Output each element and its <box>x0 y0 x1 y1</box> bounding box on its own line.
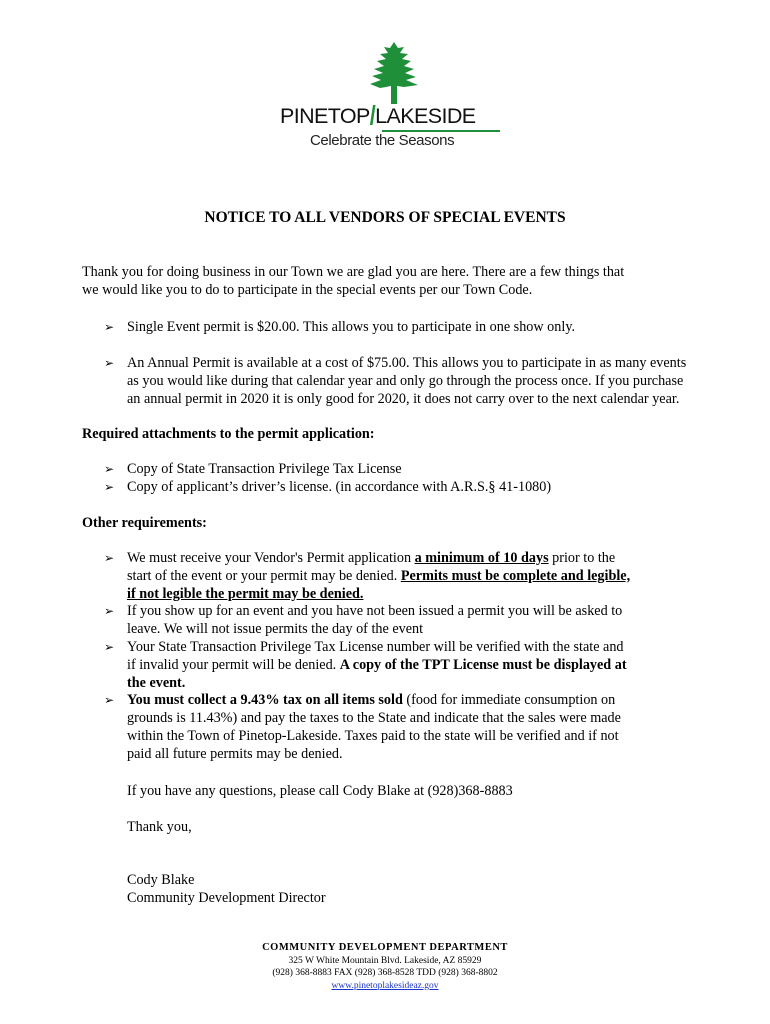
requirement-line <box>127 550 732 568</box>
questions-line: If you have any questions, please call Cody Blake at (928)368-8883 <box>127 783 513 799</box>
arrow-bullet-icon: ➢ <box>104 693 115 708</box>
requirement-line: paid all future permits may be denied. <box>127 745 343 762</box>
arrow-bullet-icon: ➢ <box>104 604 115 619</box>
attachment-text: Copy of State Transaction Privilege Tax License <box>127 461 402 477</box>
requirement-line: Your State Transaction Privilege Tax License number will be verified with the state and <box>127 638 624 655</box>
arrow-bullet-icon: ➢ <box>104 356 115 370</box>
department-phones: (928) 368-8883 FAX (928) 368-8528 TDD (928) 368-8802 <box>272 968 498 978</box>
list-item <box>82 550 732 603</box>
other-requirements-heading: Other requirements: <box>82 515 207 531</box>
website-link[interactable]: www.pinetoplakesideaz.gov <box>331 980 439 991</box>
requirement-text: (food for immediate consumption on <box>402 692 616 709</box>
requirement-line <box>127 692 732 710</box>
requirement-line <box>127 657 732 675</box>
requirement-emphasis: Permits must be complete and legible, <box>400 567 631 584</box>
arrow-bullet-icon: ➢ <box>104 479 115 494</box>
arrow-bullet-icon: ➢ <box>104 320 115 334</box>
list-item <box>82 603 732 639</box>
requirement-line: If you show up for an event and you have not been issued a permit you will be asked to <box>127 603 623 620</box>
single-permit-text: Single Event permit is $20.00. This allows you to participate in one show only. <box>127 319 576 335</box>
list-item <box>82 319 732 337</box>
department-name: COMMUNITY DEVELOPMENT DEPARTMENT <box>262 942 508 953</box>
requirement-line <box>127 568 732 586</box>
requirement-text: We must receive your Vendor's Permit application <box>127 550 415 566</box>
arrow-bullet-icon: ➢ <box>104 551 115 565</box>
intro-line: Thank you for doing business in our Town we are glad you are here. There are a few things that <box>82 264 625 280</box>
letterhead-footer <box>0 942 770 992</box>
pine-tree-icon <box>364 42 424 104</box>
annual-permit-line: as you would like during that calendar year and only go through the process once. If you purchase <box>127 372 684 389</box>
list-item <box>82 479 732 497</box>
signer-name: Cody Blake <box>127 872 195 888</box>
attachments-list <box>82 461 732 497</box>
annual-permit-list <box>82 355 732 408</box>
intro-paragraph <box>82 264 732 300</box>
requirement-line: the event. <box>127 674 186 691</box>
list-item <box>82 461 732 479</box>
requirement-line: within the Town of Pinetop-Lakeside. Taxes paid to the state will be verified and if not <box>127 727 619 744</box>
logo-slash: / <box>369 100 376 131</box>
attachments-heading: Required attachments to the permit application: <box>82 426 375 442</box>
requirement-emphasis: a minimum of 10 days <box>414 550 549 566</box>
logo-word-right: LAKESIDE <box>375 104 476 128</box>
thank-you-line: Thank you, <box>127 819 192 835</box>
requirement-line <box>127 586 732 604</box>
requirement-text: start of the event or your permit may be denied. <box>127 567 401 584</box>
requirement-emphasis: You must collect a 9.43% tax on all items sold <box>127 692 403 709</box>
document-title: NOTICE TO ALL VENDORS OF SPECIAL EVENTS <box>204 209 566 226</box>
logo-tagline: Celebrate the Seasons <box>310 132 455 149</box>
town-logo <box>278 42 508 154</box>
attachment-text: Copy of applicant’s driver’s license. (in accordance with A.R.S.§ 41-1080) <box>127 478 552 495</box>
requirement-line: leave. We will not issue permits the day of the event <box>127 621 424 638</box>
logo-wordmark <box>280 100 506 131</box>
list-item <box>82 692 732 763</box>
arrow-bullet-icon: ➢ <box>104 639 115 654</box>
department-address: 325 W White Mountain Blvd. Lakeside, AZ 85929 <box>288 955 482 966</box>
arrow-bullet-icon: ➢ <box>104 462 115 476</box>
signer-title: Community Development Director <box>127 890 326 906</box>
logo-word-left: PINETOP <box>280 104 370 128</box>
annual-permit-line: an annual permit in 2020 it is only good for 2020, it does not carry over to the next calendar year. <box>127 390 680 407</box>
annual-permit-line: An Annual Permit is available at a cost of $75.00. This allows you to participate in as many events <box>127 355 687 371</box>
list-item <box>82 355 732 408</box>
other-requirements-list <box>82 550 732 764</box>
intro-line: we would like you to do to participate in the special events per our Town Code. <box>82 281 533 298</box>
requirement-text: prior to the <box>548 550 616 566</box>
list-item <box>82 639 732 692</box>
requirement-line: grounds is 11.43%) and pay the taxes to the State and indicate that the sales were made <box>127 710 621 727</box>
requirement-text: if invalid your permit will be denied. <box>127 656 340 673</box>
requirement-emphasis: if not legible the permit may be denied. <box>127 585 364 602</box>
single-permit-list <box>82 319 732 337</box>
requirement-emphasis: A copy of the TPT License must be displayed at <box>339 656 627 673</box>
